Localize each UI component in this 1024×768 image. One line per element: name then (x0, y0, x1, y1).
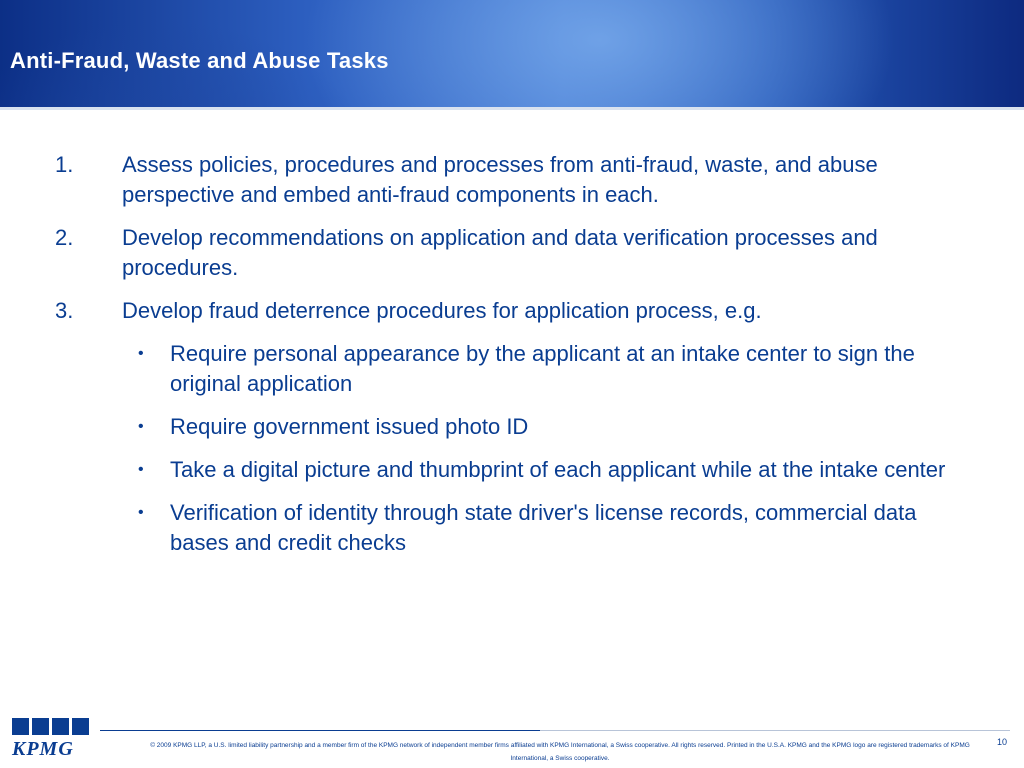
numbered-item-2 (0, 223, 1024, 283)
bullet-icon: • (138, 418, 144, 435)
kpmg-logo (12, 718, 92, 762)
footer-divider-dark (100, 730, 540, 731)
bullet-text: Take a digital picture and thumbprint of each applicant while at the intake center (170, 457, 946, 482)
copyright-notice (120, 739, 1000, 765)
logo-boxes (12, 718, 92, 735)
item-number: 1. (55, 152, 74, 177)
bullet-icon: • (138, 504, 144, 521)
sub-bullet-2 (0, 412, 1024, 442)
slide-title: Anti-Fraud, Waste and Abuse Tasks (10, 48, 389, 73)
page-number: 10 (997, 737, 1008, 747)
item-text: Assess policies, procedures and processes from anti-fraud, waste, and abuse perspective and embed anti-fraud components in each. (122, 152, 878, 207)
bullet-text: Require personal appearance by the applicant at an intake center to sign the original application (170, 341, 915, 396)
bullet-text: Verification of identity through state driver's license records, commercial data bases and credit checks (170, 500, 917, 555)
bullet-icon: • (138, 461, 144, 478)
item-text: Develop recommendations on application and data verification processes and procedures. (122, 225, 878, 280)
sub-bullet-1 (0, 339, 1024, 399)
numbered-item-1 (0, 150, 1024, 210)
item-text: Develop fraud deterrence procedures for application process, e.g. (122, 298, 762, 323)
copyright-line-1: © 2009 KPMG LLP, a U.S. limited liability partnership and a member firm of the KPMG network of independent member firms affiliated with KPMG International, a Swiss cooperative. All rights reserved. Printed in the U.S.A. KPMG and the KPMG logo are registered trademarks of KPMG (150, 742, 970, 749)
sub-bullet-4 (0, 498, 1024, 558)
item-number: 2. (55, 225, 74, 250)
bullet-text: Require government issued photo ID (170, 414, 529, 439)
bullet-icon: • (138, 345, 144, 362)
item-number: 3. (55, 298, 74, 323)
slide-content (0, 150, 1024, 571)
logo-wordmark: KPMG (12, 738, 74, 760)
sub-bullet-3 (0, 455, 1024, 485)
footer-divider-light (540, 730, 1010, 731)
header-banner (0, 0, 1024, 110)
numbered-item-3 (0, 296, 1024, 326)
copyright-line-2: International, a Swiss cooperative. (510, 755, 610, 762)
